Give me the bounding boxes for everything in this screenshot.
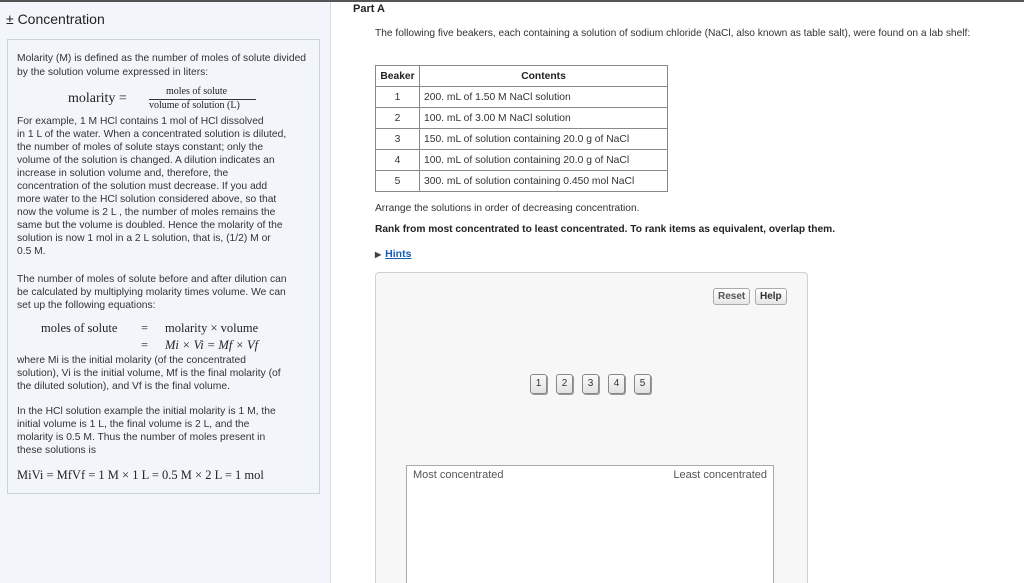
beaker-number: 1 [376,87,420,108]
p5-line: In the HCl solution example the initial molarity is 1 M, the [17,406,276,417]
p3-line: be calculated by multiplying molarity times volume. We can [17,287,286,298]
table-row [376,150,668,171]
question-text: The following five beakers, each containing a solution of sodium chloride (NaCl, also known as table salt), were found on a lab shelf: [375,28,971,39]
p2-line: same but the volume is doubled. Hence the molarity of the [17,220,283,231]
header-beaker: Beaker [376,66,420,87]
eq1-operator: = [141,321,149,335]
beaker-table [375,65,668,192]
table-row [376,171,668,192]
beaker-contents: 200. mL of 1.50 M NaCl solution [420,87,668,108]
help-button[interactable]: Help [755,288,787,305]
p2-line: more water to the HCl solution considered above, so that [17,194,277,205]
p2-line: in 1 L of the water. When a concentrated solution is diluted, [17,129,287,140]
arrange-instruction: Arrange the solutions in order of decreasing concentration. [375,203,640,214]
beaker-contents: 300. mL of solution containing 0.450 mol NaCl [420,171,668,192]
least-concentrated-label: Least concentrated [673,469,767,481]
rank-tile[interactable]: 4 [608,374,625,394]
p4-line: solution), Vi is the initial volume, Mf is the final molarity (of [17,368,281,379]
table-row [376,129,668,150]
p2-line: volume of the solution is changed. A dilution indicates an [17,155,275,166]
intro-box [7,39,320,494]
table-header-row [376,66,668,87]
beaker-contents: 100. mL of solution containing 20.0 g of NaCl [420,150,668,171]
formula-denominator: volume of solution (L) [149,100,240,111]
rank-tile[interactable]: 3 [582,374,599,394]
p5-line: molarity is 0.5 M. Thus the number of moles present in [17,432,266,443]
most-concentrated-label: Most concentrated [413,469,504,481]
beaker-number: 4 [376,150,420,171]
rank-tile[interactable]: 2 [556,374,573,394]
beaker-number: 3 [376,129,420,150]
table-row [376,108,668,129]
hints-label: Hints [385,248,412,260]
rank-instruction: Rank from most concentrated to least concentrated. To rank items as equivalent, overlap them. [375,224,836,235]
p2-line: the number of moles of solute stays constant; only the [17,142,264,153]
beaker-contents: 150. mL of solution containing 20.0 g of NaCl [420,129,668,150]
p3-line: set up the following equations: [17,300,156,311]
eq1-rhs: molarity × volume [165,321,259,335]
p2-line: solution is now 1 mol in a 2 L solution, that is, (1/2) M or [17,233,271,244]
rank-tile[interactable]: 5 [634,374,651,394]
final-equation: MiVi = MfVf = 1 M × 1 L = 0.5 M × 2 L = 1 mol [17,468,264,482]
p4-line: where Mi is the initial molarity (of the concentrated [17,355,246,366]
p5-line: initial volume is 1 L, the final volume is 2 L, and the [17,419,250,430]
p5-line: these solutions is [17,445,96,456]
eq1-lhs: moles of solute [41,321,118,335]
beaker-contents: 100. mL of 3.00 M NaCl solution [420,108,668,129]
p2-line: For example, 1 M HCl contains 1 mol of HCl dissolved [17,116,264,127]
triangle-right-icon: ▶ [375,250,382,259]
p2-line: 0.5 M. [17,246,46,257]
formula-lhs: molarity = [68,91,127,106]
reset-button[interactable]: Reset [713,288,750,305]
p3-line: The number of moles of solute before and after dilution can [17,274,287,285]
part-title: Part A [353,3,385,15]
molarity-definition: Molarity (M) is defined as the number of moles of solute divided by the solution volume expressed in liters: [17,53,307,78]
eq2-operator: = [141,338,149,352]
ranking-drop-zone[interactable] [406,465,774,583]
eq2-rhs: Mi × Vi = Mf × Vf [165,338,259,352]
sidebar-title: ± Concentration [6,11,105,27]
p2-line: concentration of the solution must decrease. If you add [17,181,268,192]
p2-line: increase in solution volume and, therefore, the [17,168,229,179]
p2-line: now the volume is 2 L , the number of moles remains the [17,207,276,218]
intro-sidebar [0,2,331,583]
rank-tile[interactable]: 1 [530,374,547,394]
ranking-panel [375,272,808,583]
beaker-number: 2 [376,108,420,129]
header-contents: Contents [420,66,668,87]
formula-numerator: moles of solute [166,86,228,97]
hints-link[interactable] [375,248,411,260]
beaker-number: 5 [376,171,420,192]
table-row [376,87,668,108]
p4-line: the diluted solution), and Vf is the final volume. [17,381,230,392]
